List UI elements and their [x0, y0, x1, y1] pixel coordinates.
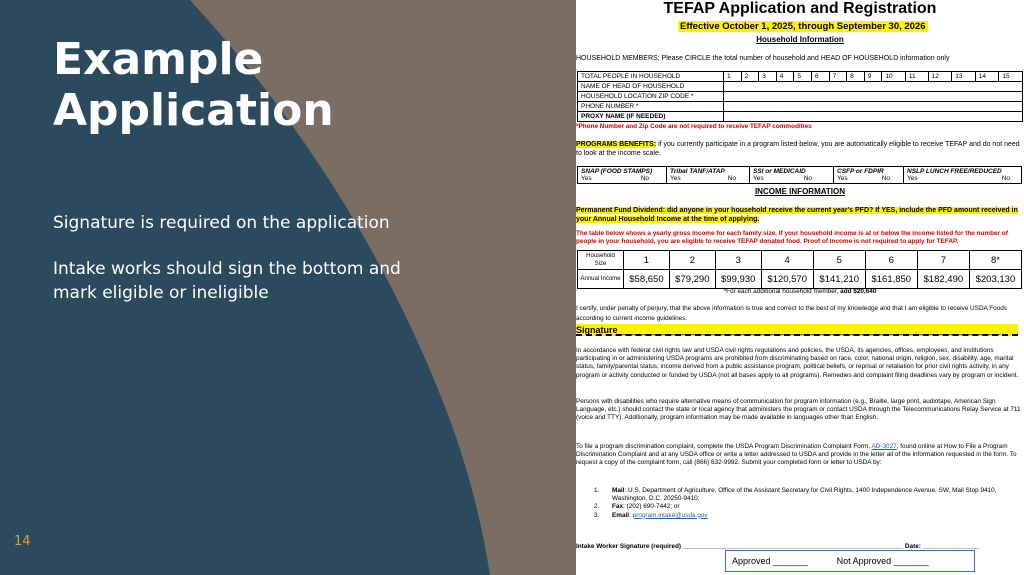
- table-row: [578, 167, 1022, 184]
- programs-text: if you currently participate in a program listed below, you are automatically eligible to receive TEFAP and do not need to look at the income scale.: [576, 141, 1020, 157]
- program-name: SNAP (FOOD STAMPS): [581, 168, 653, 175]
- size-cell: 2: [669, 251, 715, 270]
- programs-benefits: [576, 140, 1022, 158]
- income-cell: $203,130: [969, 270, 1021, 289]
- no-option: No: [881, 175, 890, 182]
- bullet-intake-workers: Intake works should sign the bottom and mark eligible or ineligible: [53, 259, 401, 303]
- list-item: [594, 512, 1022, 520]
- list-item: [594, 503, 1022, 511]
- household-info-heading: Household Information: [756, 35, 844, 44]
- size-cell: 1: [624, 251, 670, 270]
- household-size-label: Household Size: [578, 251, 624, 270]
- income-table: [577, 250, 1022, 289]
- table-row: [578, 72, 1023, 82]
- income-cell: $58,650: [624, 270, 670, 289]
- submission-list: [594, 487, 1022, 520]
- signature-label: Signature: [576, 325, 618, 335]
- disabilities-statement: Persons with disabilities who require alternative means of communication for program information (e.g., Braille, large print, audiotape, American Sign Language, etc.) should contact the state or local agency that administers the program or contact USDA through the Telecommunications Relay Service at 711 (voice and TTY). Additionally, program information may be made available in languages other than English.: [576, 398, 1021, 422]
- civil-rights-statement: In accordance with federal civil rights law and USDA civil rights regulations and policies, the USDA, its agencies, offices, employees, and institutions participating in or administering USDA programs are prohibited from discriminating based on race, color, national origin, religion, sex, disability, age, marital status, family/parental status, income derived from a public assistance program, political beliefs, or reprisal or retaliation for prior civil rights activity, in any program or activity conducted or funded by USDA (not all bases apply to all programs). Remedies and complaint filing deadlines vary by program or incident.: [576, 347, 1019, 379]
- table-row: [578, 270, 1022, 289]
- count-1[interactable]: 1: [724, 72, 742, 82]
- approval-box: [725, 550, 975, 572]
- programs-label: PROGRAMS BENEFITS:: [576, 141, 657, 148]
- phone-field[interactable]: [724, 102, 1023, 112]
- count-13[interactable]: 13: [952, 72, 976, 82]
- list-number: 1.: [594, 487, 600, 494]
- no-option: No: [803, 175, 812, 182]
- program-name: Tribal TANF/ATAP: [670, 168, 725, 175]
- size-cell: 4: [761, 251, 813, 270]
- list-text: :: [629, 511, 633, 519]
- income-cell: $141,210: [813, 270, 865, 289]
- income-cell: $120,570: [761, 270, 813, 289]
- table-row: [578, 92, 1023, 102]
- income-cell: $79,290: [669, 270, 715, 289]
- no-option: No: [1001, 175, 1010, 182]
- list-number: 2.: [594, 503, 600, 511]
- certification: I certify, under penalty of perjury, that the above information is true and correct to the best of my knowledge and that I am eligible to receive USDA Foods according to current income guidelines.: [576, 305, 1008, 322]
- list-label: Fax: [612, 503, 624, 511]
- income-cell: $161,850: [865, 270, 917, 289]
- additional-member-text: *For each additional household member,: [723, 288, 841, 295]
- bullet-signature-required: Signature is required on the application: [53, 213, 390, 233]
- yes-option: Yes: [753, 175, 764, 182]
- size-cell: 8*: [969, 251, 1021, 270]
- list-label: Email: [612, 511, 630, 519]
- table-row: [578, 82, 1023, 92]
- proxy-field[interactable]: [724, 112, 1023, 122]
- yes-option: Yes: [581, 175, 592, 182]
- count-8[interactable]: 8: [847, 72, 865, 82]
- count-6[interactable]: 6: [811, 72, 829, 82]
- email-link[interactable]: program.intake@usda.gov: [632, 511, 708, 519]
- no-option: No: [727, 175, 736, 182]
- no-option: No: [640, 175, 649, 182]
- pfd-question: [576, 206, 1022, 224]
- list-label: Mail: [612, 487, 625, 494]
- program-name: CSFP or FDPIR: [837, 168, 884, 175]
- income-cell: $182,490: [917, 270, 969, 289]
- row-label: NAME OF HEAD OF HOUSEHOLD: [578, 82, 724, 92]
- income-heading: INCOME INFORMATION: [754, 187, 846, 196]
- pfd-text: Permanent Fund Dividend: did anyone in your household receive the current year's PFD? If YES, include the PFD amount received in your Annual Household Income at the time of applying.: [576, 207, 1018, 223]
- table-row: [578, 251, 1022, 270]
- page-number: 14: [14, 534, 31, 549]
- intake-worker-signature[interactable]: Intake Worker Signature (required) ______________________________________________________________ Date: ________________: [576, 543, 980, 550]
- slide-title: Example Application: [53, 34, 334, 136]
- size-cell: 6: [865, 251, 917, 270]
- additional-amount: add $20,640: [840, 288, 877, 295]
- program-name: SSI or MEDICAID: [753, 168, 806, 175]
- income-cell: $99,930: [715, 270, 761, 289]
- program-snap[interactable]: [578, 167, 667, 184]
- row-label: PHONE NUMBER *: [578, 102, 724, 112]
- complaint-text-cont: , found online at How to File a Program Discrimination Complaint and at any USDA office or write a letter addressed to USDA and provide in the letter all of the information requested in the form. To request a copy of the complaint form, call (866) 632-9992. Submit your completed form or letter to USDA by:: [576, 443, 1017, 467]
- count-3[interactable]: 3: [759, 72, 777, 82]
- row-label: PROXY NAME (IF NEEDED): [578, 112, 724, 122]
- count-10[interactable]: 10: [882, 72, 906, 82]
- form-title: TEFAP Application and Registration: [663, 0, 937, 17]
- list-text: : (202) 690-7442; or: [623, 503, 680, 511]
- program-csfp[interactable]: [834, 167, 904, 184]
- count-7[interactable]: 7: [829, 72, 847, 82]
- head-name-field[interactable]: [724, 82, 1023, 92]
- list-number: 3.: [594, 511, 600, 519]
- row-label: HOUSEHOLD LOCATION ZIP CODE *: [578, 92, 724, 102]
- household-table: [577, 71, 1023, 122]
- ad-3027-link[interactable]: AD-3027: [871, 443, 897, 450]
- size-cell: 3: [715, 251, 761, 270]
- count-14[interactable]: 14: [975, 72, 999, 82]
- size-cell: 5: [813, 251, 865, 270]
- complaint-statement: [576, 443, 1022, 468]
- row-label: TOTAL PEOPLE IN HOUSEHOLD: [578, 72, 724, 82]
- program-ssi[interactable]: [750, 167, 834, 184]
- list-item: [594, 487, 1022, 503]
- application-document: [576, 0, 1024, 575]
- income-note: The table below shows a yearly gross income for each family size. If your household income is at or below the income listed for the number of people in your household, you are eligible to receive TEFAP donated food. Proof of income is not required to apply for TEFAP.: [576, 230, 1008, 246]
- program-name: NSLP LUNCH FREE/REDUCED: [907, 168, 1002, 175]
- household-members-instruction: HOUSEHOLD MEMBERS; Please CIRCLE the total number of household and HEAD OF HOUSEHOLD information only: [576, 55, 950, 62]
- table-row: [578, 102, 1023, 112]
- count-11[interactable]: 11: [905, 72, 928, 82]
- additional-member-note: [576, 288, 1024, 296]
- count-9[interactable]: 9: [864, 72, 882, 82]
- not-approved-option[interactable]: Not Approved _______: [836, 556, 929, 566]
- yes-option: Yes: [837, 175, 848, 182]
- complaint-text: To file a program discrimination complaint, complete the USDA Program Discrimination Complaint Form,: [576, 443, 872, 450]
- zip-field[interactable]: [724, 92, 1023, 102]
- count-2[interactable]: 2: [741, 72, 759, 82]
- yes-option: Yes: [670, 175, 681, 182]
- programs-table: [577, 166, 1022, 184]
- list-text: : U.S. Department of Agriculture, Office of the Assistant Secretary for Civil Rights, 1400 Independence Avenue, SW, Mail Stop 9410, Washington, D.C. 20250-9410;: [612, 487, 997, 503]
- approved-option[interactable]: Approved _______: [732, 556, 809, 566]
- count-15[interactable]: 15: [999, 72, 1023, 82]
- yes-option: Yes: [907, 175, 918, 182]
- count-12[interactable]: 12: [928, 72, 952, 82]
- signature-field[interactable]: Signature ____________________________________________________________________________: [576, 324, 1018, 336]
- phone-zip-note: *Phone Number and Zip Code are not required to receive TEFAP commodities: [576, 123, 812, 130]
- size-cell: 7: [917, 251, 969, 270]
- count-5[interactable]: 5: [794, 72, 812, 82]
- annual-income-label: Annual Income: [578, 270, 624, 289]
- table-row: [578, 112, 1023, 122]
- effective-dates: Effective October 1, 2025, through September 30, 2026: [680, 21, 926, 32]
- program-tanf[interactable]: [667, 167, 750, 184]
- count-4[interactable]: 4: [776, 72, 794, 82]
- program-nslp[interactable]: [904, 167, 1022, 184]
